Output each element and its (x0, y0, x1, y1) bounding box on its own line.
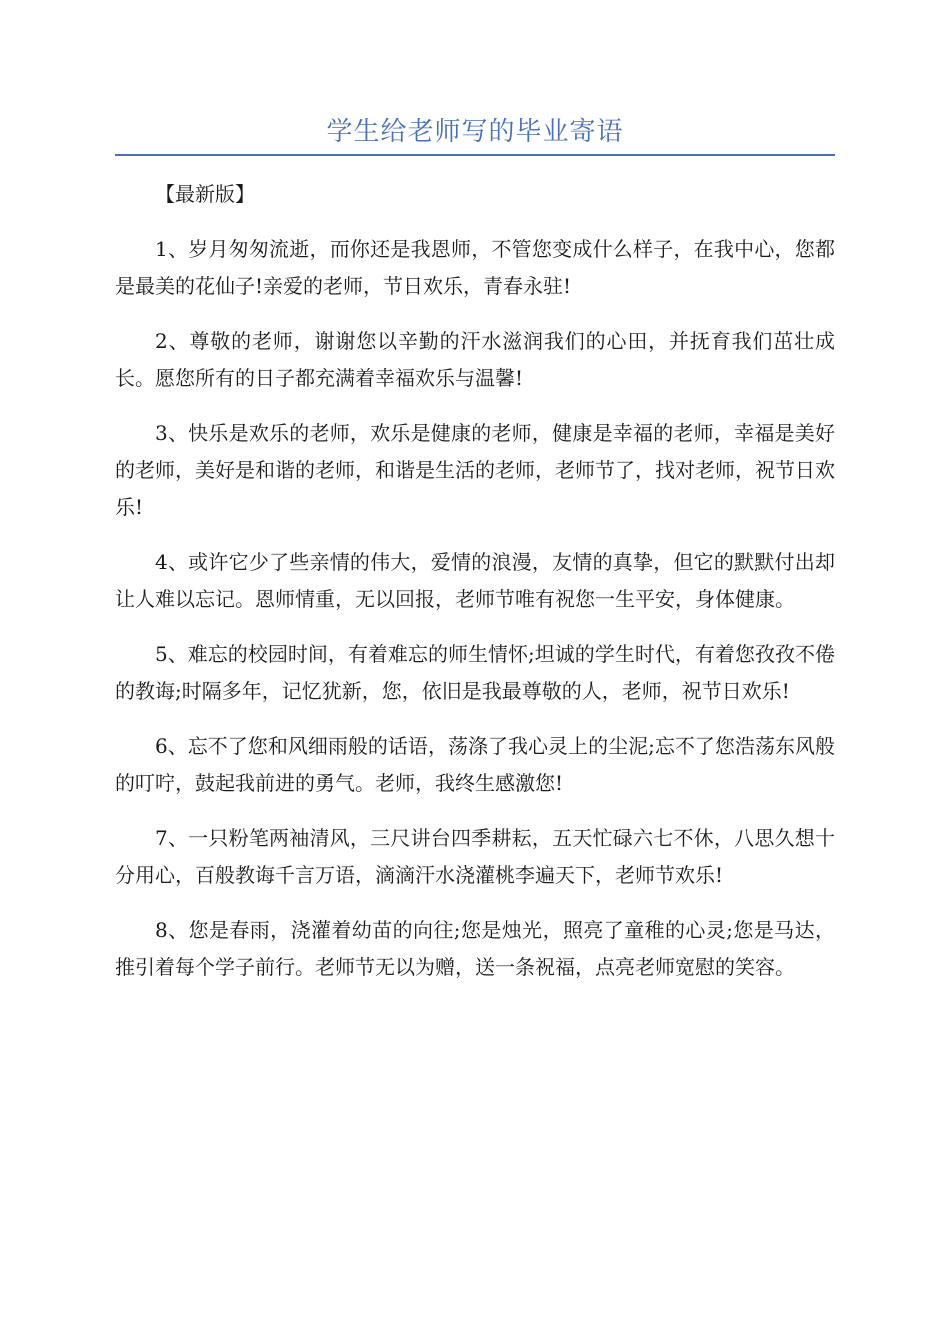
paragraph-3: 3、快乐是欢乐的老师，欢乐是健康的老师，健康是幸福的老师，幸福是美好的老师，美好是和谐的老师，和谐是生活的老师，老师节了，找对老师，祝节日欢乐! (115, 421, 835, 519)
paragraph-7: 7、一只粉笔两袖清风，三尺讲台四季耕耘，五天忙碌六七不休，八思久想十分用心，百般教诲千言万语，滴滴汗水浇灌桃李遍天下，老师节欢乐! (115, 826, 835, 887)
document-body (115, 176, 835, 1004)
paragraph-6: 6、忘不了您和风细雨般的话语，荡涤了我心灵上的尘泥;忘不了您浩荡东风般的叮咛，鼓起我前进的勇气。老师，我终生感激您! (115, 734, 835, 795)
paragraph-5: 5、难忘的校园时间，有着难忘的师生情怀;坦诚的学生时代，有着您孜孜不倦的教诲;时隔多年，记忆犹新，您，依旧是我最尊敬的人，老师，祝节日欢乐! (115, 642, 835, 703)
edition-label: 【最新版】 (155, 182, 255, 206)
paragraph-4: 4、或许它少了些亲情的伟大，爱情的浪漫，友情的真挚，但它的默默付出却让人难以忘记。恩师情重，无以回报，老师节唯有祝您一生平安，身体健康。 (115, 550, 835, 611)
paragraph-8: 8、您是春雨，浇灌着幼苗的向往;您是烛光，照亮了童稚的心灵;您是马达，推引着每个学子前行。老师节无以为赠，送一条祝福，点亮老师宽慰的笑容。 (115, 918, 835, 979)
title-underline (115, 154, 835, 156)
document-title: 学生给老师写的毕业寄语 (326, 117, 624, 147)
paragraph-2: 2、尊敬的老师，谢谢您以辛勤的汗水滋润我们的心田，并抚育我们茁壮成长。愿您所有的日子都充满着幸福欢乐与温馨! (115, 329, 835, 390)
paragraph-1: 1、岁月匆匆流逝，而你还是我恩师，不管您变成什么样子，在我中心，您都是最美的花仙子!亲爱的老师，节日欢乐，青春永驻! (115, 237, 835, 298)
